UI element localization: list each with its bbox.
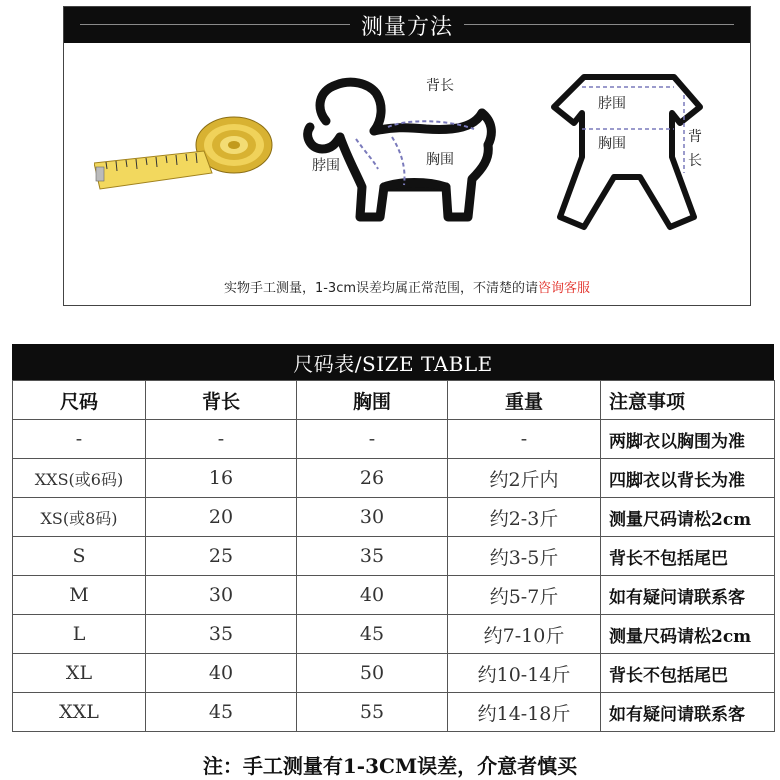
measurement-note-text: 实物手工测量，1-3cm误差均属正常范围，不清楚的请	[223, 281, 539, 296]
garment-chest-label: 胸围	[598, 136, 626, 152]
cell-weight: 约7-10斤	[448, 615, 601, 654]
header-rule-right	[464, 24, 734, 25]
table-row	[13, 693, 775, 732]
cell-chest: 30	[297, 498, 448, 537]
cell-note: 背长不包括尾巴	[601, 654, 775, 693]
garment-outline-icon	[544, 67, 744, 237]
size-table	[12, 380, 775, 732]
cell-chest: 26	[297, 459, 448, 498]
cell-note: 测量尺码请松2cm	[601, 615, 775, 654]
table-row	[13, 420, 775, 459]
cell-back-length: 30	[146, 576, 297, 615]
table-header-row	[13, 381, 775, 420]
cell-chest: -	[297, 420, 448, 459]
size-table-header	[12, 344, 774, 380]
cell-size: M	[13, 576, 146, 615]
cell-weight: 约5-7斤	[448, 576, 601, 615]
header-size: 尺码	[13, 381, 146, 420]
dog-neck-girth-label: 脖围	[312, 158, 340, 174]
dog-back-length-label: 背长	[426, 78, 454, 94]
cell-note: 两脚衣以胸围为准	[601, 420, 775, 459]
cell-back-length: 25	[146, 537, 297, 576]
cell-note: 如有疑问请联系客	[601, 576, 775, 615]
panel-header	[64, 7, 750, 43]
table-row	[13, 576, 775, 615]
measurement-note	[64, 277, 750, 296]
cell-note: 如有疑问请联系客	[601, 693, 775, 732]
dog-chest-girth-label: 胸围	[426, 152, 454, 168]
cell-back-length: 40	[146, 654, 297, 693]
cell-size: S	[13, 537, 146, 576]
header-notes: 注意事项	[601, 381, 775, 420]
cell-back-length: 16	[146, 459, 297, 498]
table-row	[13, 498, 775, 537]
panel-title: 测量方法	[360, 14, 453, 40]
footer-disclaimer: 注：手工测量有1-3CM误差，介意者慎买	[202, 754, 578, 778]
table-row	[13, 654, 775, 693]
header-chest: 胸围	[297, 381, 448, 420]
garment-back-length-label: 背长	[688, 129, 702, 169]
garment-neck-label: 脖围	[598, 96, 626, 112]
header-back-length: 背长	[146, 381, 297, 420]
cell-note: 四脚衣以背长为准	[601, 459, 775, 498]
cell-back-length: -	[146, 420, 297, 459]
measurement-panel	[63, 6, 751, 306]
cell-weight: -	[448, 420, 601, 459]
cell-back-length: 35	[146, 615, 297, 654]
cell-weight: 约3-5斤	[448, 537, 601, 576]
header-rule-left	[80, 24, 350, 25]
cell-back-length: 20	[146, 498, 297, 537]
cell-size: L	[13, 615, 146, 654]
table-row	[13, 615, 775, 654]
cell-size: XXS(或6码)	[13, 459, 146, 498]
table-row	[13, 537, 775, 576]
cell-chest: 35	[297, 537, 448, 576]
cell-weight: 约2-3斤	[448, 498, 601, 537]
cell-note: 测量尺码请松2cm	[601, 498, 775, 537]
customer-service-link[interactable]: 咨询客服	[538, 281, 591, 296]
cell-back-length: 45	[146, 693, 297, 732]
cell-weight: 约10-14斤	[448, 654, 601, 693]
cell-weight: 约2斤内	[448, 459, 601, 498]
cell-chest: 40	[297, 576, 448, 615]
table-row	[13, 459, 775, 498]
measuring-tape-icon	[94, 105, 284, 215]
header-weight: 重量	[448, 381, 601, 420]
cell-size: XXL	[13, 693, 146, 732]
cell-size: -	[13, 420, 146, 459]
cell-chest: 45	[297, 615, 448, 654]
cell-chest: 50	[297, 654, 448, 693]
cell-weight: 约14-18斤	[448, 693, 601, 732]
cell-size: XL	[13, 654, 146, 693]
cell-note: 背长不包括尾巴	[601, 537, 775, 576]
size-table-title: 尺码表/SIZE TABLE	[293, 351, 493, 376]
cell-size: XS(或8码)	[13, 498, 146, 537]
cell-chest: 55	[297, 693, 448, 732]
dog-outline-icon	[296, 69, 516, 229]
